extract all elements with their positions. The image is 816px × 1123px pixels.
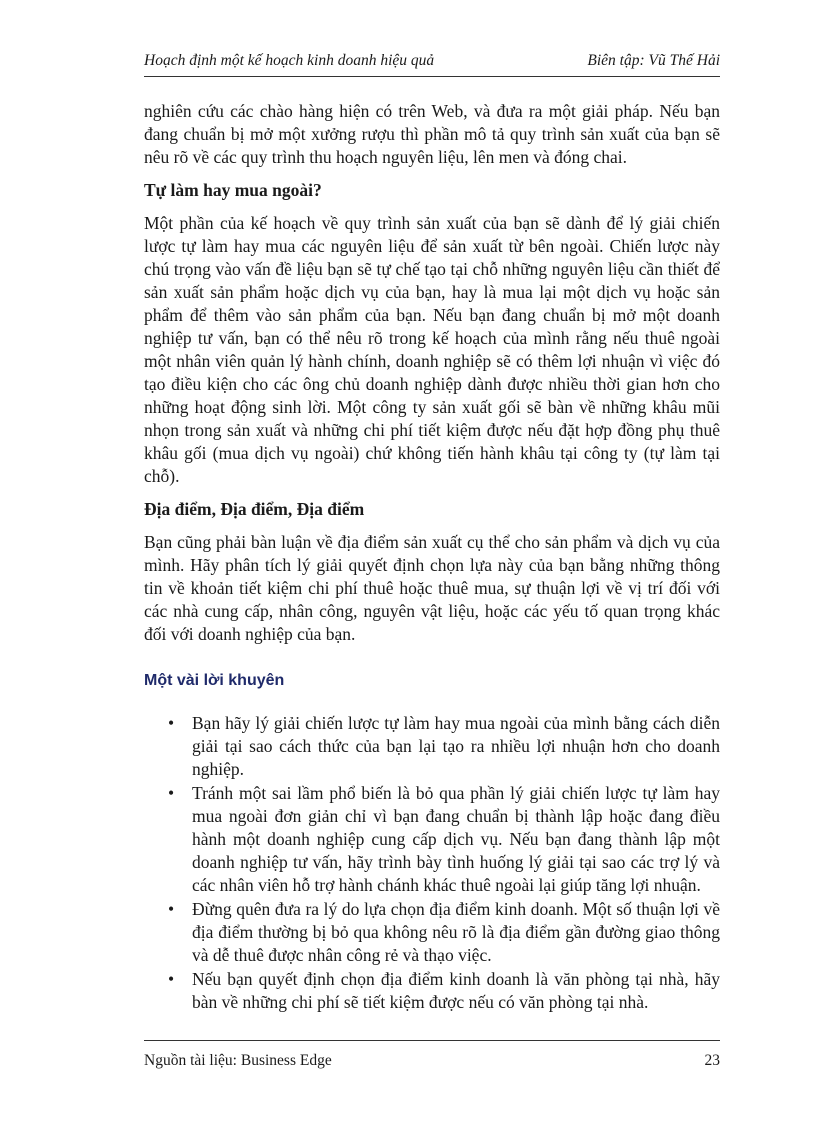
list-item [168,968,720,1014]
footer-divider [144,1040,720,1041]
page-number: 23 [704,1052,720,1069]
tip-text: Nếu bạn quyết định chọn địa điểm kinh doanh là văn phòng tại nhà, hãy bàn về những chi phí sẽ tiết kiệm được nếu có văn phòng tại nhà. [192,969,720,1012]
list-item [168,898,720,967]
bullet-icon: • [168,899,175,919]
section-heading-make-or-buy: Tự làm hay mua ngoài? [144,180,322,200]
list-item [168,712,720,781]
bullet-icon: • [168,713,175,733]
intro-paragraph: nghiên cứu các chào hàng hiện có trên Web, và đưa ra một giải pháp. Nếu bạn đang chuẩn bị mở một xưởng rượu thì phần mô tả quy trình sản xuất của bạn sẽ nêu rõ về các quy trình thu hoạch nguyên liệu, lên men và đóng chai. [144,101,720,167]
list-item [168,782,720,897]
bullet-icon: • [168,783,175,803]
header-divider [144,76,720,77]
section-heading-location: Địa điểm, Địa điểm, Địa điểm [144,499,365,519]
document-title: Hoạch định một kế hoạch kinh doanh hiệu quả [144,52,435,69]
tips-list [144,712,720,1014]
tip-text: Tránh một sai lầm phổ biến là bỏ qua phần lý giải chiến lược tự làm hay mua ngoài đơn giản chỉ vì bạn đang chuẩn bị thành lập hoặc đang điều hành một doanh nghiệp cung cấp dịch vụ. Nếu bạn đang thành lập một doanh nghiệp tư vấn, hãy trình bày tình huống lý giải tại sao các trợ lý và các nhân viên hỗ trợ hành chánh khác thuê ngoài lại giúp tăng lợi nhuận. [192,783,720,895]
tip-text: Bạn hãy lý giải chiến lược tự làm hay mua ngoài của mình bằng cách diễn giải tại sao cách thức của bạn lại tạo ra nhiều lợi nhuận hơn cho doanh nghiệp. [192,713,720,779]
tip-text: Đừng quên đưa ra lý do lựa chọn địa điểm kinh doanh. Một số thuận lợi về địa điểm thường bị bỏ qua không nêu rõ là địa điểm gần đường giao thông và dễ thuê được nhân công rẻ và thạo việc. [192,899,720,965]
editor-credit: Biên tập: Vũ Thế Hải [587,52,720,69]
page-content [144,100,720,1015]
bullet-icon: • [168,969,175,989]
tips-heading: Một vài lời khuyên [144,672,285,689]
source-credit: Nguồn tài liệu: Business Edge [144,1052,332,1069]
section-body-location: Bạn cũng phải bàn luận về địa điểm sản xuất cụ thể cho sản phẩm và dịch vụ của mình. Hãy phân tích lý giải quyết định chọn lựa này của bạn bằng những thông tin về khoản tiết kiệm chi phí thuê hoặc thuê mua, sự thuận lợi về vị trí đối với các nhà cung cấp, nhân công, nguyên vật liệu, hoặc các yếu tố quan trọng khác đối với doanh nghiệp của bạn. [144,532,720,644]
section-body-make-or-buy: Một phần của kế hoạch về quy trình sản xuất của bạn sẽ dành để lý giải chiến lược tự làm hay mua các nguyên liệu để sản xuất từ bên ngoài. Chiến lược này chú trọng vào vấn đề liệu bạn sẽ tự chế tạo tại chỗ những nguyên liệu cần thiết để sản xuất sản phẩm hoặc dịch vụ của bạn, hay là mua lại một dịch vụ hoặc sản phẩm để thêm vào sản phẩm của bạn. Nếu bạn đang chuẩn bị mở một doanh nghiệp tư vấn, bạn có thể nêu rõ trong kế hoạch của mình rằng nếu thuê ngoài một nhân viên quản lý hành chính, doanh nghiệp sẽ có thêm lợi nhuận vì việc đó tạo điều kiện cho các ông chủ doanh nghiệp dành được nhiều thời gian hơn cho những hoạt động sinh lời. Một công ty sản xuất gối sẽ bàn về những khâu mũi nhọn trong sản xuất và những chi phí tiết kiệm được nếu đặt hợp đồng phụ thuê khâu gối (mua dịch vụ ngoài) chứ không tiến hành khâu tại công ty (tự làm tại chỗ). [144,213,720,486]
